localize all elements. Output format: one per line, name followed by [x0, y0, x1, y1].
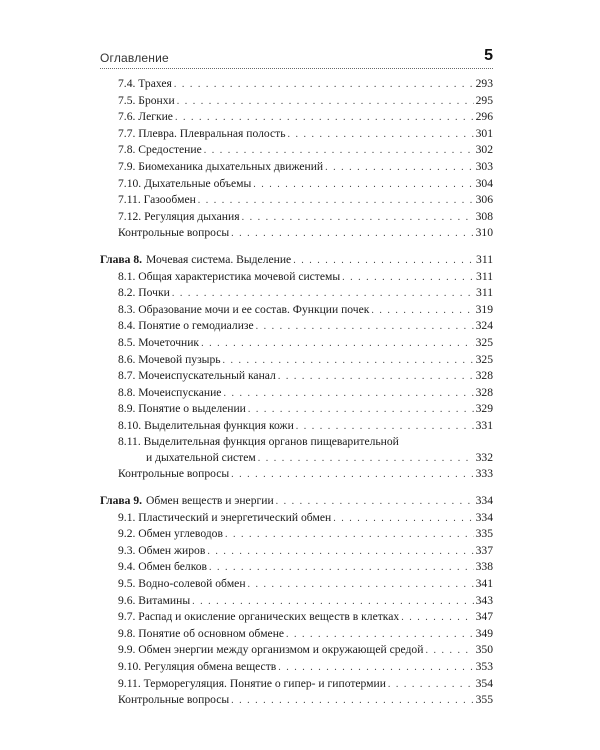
- toc-entry-label: 8.4. Понятие о гемодиализе: [118, 319, 254, 333]
- toc-entry-label: 7.4. Трахея: [118, 77, 172, 90]
- toc-entry-page: 302: [475, 143, 493, 157]
- toc-entry[interactable]: [100, 209, 493, 226]
- toc-entry-page: 310: [475, 226, 493, 240]
- toc-entry-label: 8.3. Образование мочи и ее состав. Функции почек: [118, 302, 370, 316]
- toc-entry-label: 7.12. Регуляция дыхания: [118, 209, 240, 223]
- toc-entry[interactable]: [100, 418, 493, 435]
- toc-entry[interactable]: [100, 676, 493, 693]
- toc-entry-label: 7.9. Биомеханика дыхательных движений: [118, 159, 324, 173]
- toc-entry-label: Контрольные вопросы: [118, 467, 230, 481]
- chapter-number: Глава 9.: [100, 494, 143, 508]
- toc-entry-page: 334: [475, 510, 493, 524]
- toc-entry-label: 9.9. Обмен энергии между организмом и окружающей средой: [118, 643, 424, 657]
- toc-entry-page: 347: [475, 610, 493, 624]
- dot-leader: [342, 270, 474, 287]
- dot-leader: [207, 544, 473, 561]
- toc-entry[interactable]: [100, 401, 493, 418]
- toc-entry[interactable]: [100, 159, 493, 176]
- toc-entry[interactable]: [100, 526, 493, 543]
- toc-entry-page: 328: [475, 369, 493, 383]
- toc-entry-page: 341: [475, 577, 493, 591]
- chapter-page: 311: [476, 252, 493, 266]
- toc-entry-page: 324: [475, 319, 493, 333]
- toc-entry-label: 7.5. Бронхи: [118, 93, 175, 107]
- toc-entry[interactable]: [100, 659, 493, 676]
- toc-entry-label: 9.2. Обмен углеводов: [118, 527, 223, 541]
- toc-entry-page: 335: [475, 527, 493, 541]
- dot-leader: [286, 627, 474, 644]
- toc-entry-page: 349: [475, 626, 493, 640]
- toc-entry-label: 8.6. Мочевой пузырь: [118, 352, 221, 366]
- toc-section-chapter-8: [100, 252, 493, 483]
- toc-entry-label: 9.4. Обмен белков: [118, 560, 208, 574]
- toc-entry[interactable]: [100, 318, 493, 335]
- toc-entry-label: 8.8. Мочеиспускание: [118, 385, 222, 399]
- toc-entry-page: 311: [476, 286, 493, 300]
- toc-entry-page: 343: [475, 593, 493, 607]
- toc-entry-label: 7.6. Легкие: [118, 110, 173, 124]
- toc-entry-label: Контрольные вопросы: [118, 226, 230, 240]
- toc-entry-label: 9.6. Витамины: [118, 593, 191, 607]
- toc-entry[interactable]: [100, 368, 493, 385]
- dot-leader: [278, 369, 474, 386]
- toc-entry[interactable]: [100, 285, 493, 302]
- toc-entry[interactable]: [100, 93, 493, 110]
- header-divider: [100, 68, 493, 69]
- toc-entry-page: 325: [475, 335, 493, 349]
- dot-leader: [201, 336, 474, 353]
- toc-entry-page: 354: [475, 676, 493, 690]
- toc-entry-page: 325: [475, 352, 493, 366]
- toc-chapter-heading[interactable]: [100, 493, 493, 510]
- dot-leader: [225, 527, 474, 544]
- table-of-contents: [100, 76, 493, 709]
- toc-questions-entry[interactable]: [100, 225, 493, 242]
- dot-leader: [204, 143, 474, 160]
- dot-leader: [248, 577, 474, 594]
- toc-entry-label: Контрольные вопросы: [118, 693, 230, 707]
- dot-leader: [248, 402, 474, 419]
- toc-entry[interactable]: [100, 302, 493, 319]
- dot-leader: [333, 511, 473, 528]
- dot-leader: [231, 467, 473, 484]
- dot-leader: [296, 419, 474, 436]
- toc-entry[interactable]: [100, 642, 493, 659]
- toc-entry[interactable]: [100, 385, 493, 402]
- dot-leader: [177, 94, 474, 111]
- toc-entry-label: 9.8. Понятие об основном обмене: [118, 626, 285, 640]
- toc-entry-label: 9.5. Водно-солевой обмен: [118, 577, 246, 591]
- toc-entry[interactable]: [100, 543, 493, 560]
- dot-leader: [288, 127, 474, 144]
- toc-entry-page: 304: [475, 176, 493, 190]
- toc-entry[interactable]: [100, 76, 493, 93]
- toc-entry-page: 350: [475, 643, 493, 657]
- toc-entry[interactable]: [100, 593, 493, 610]
- toc-entry-label: 9.11. Терморегуляция. Понятие о гипер- и гипотермии: [118, 676, 386, 690]
- dot-leader: [242, 210, 474, 227]
- dot-leader: [256, 319, 474, 336]
- toc-entry-label: 8.1. Общая характеристика мочевой системы: [118, 269, 341, 283]
- dot-leader: [258, 451, 474, 467]
- toc-entry-label: 9.10. Регуляция обмена веществ: [118, 660, 277, 673]
- dot-leader: [425, 643, 473, 660]
- toc-entry[interactable]: [100, 335, 493, 352]
- toc-entry-page: 319: [475, 302, 493, 316]
- toc-entry-page: 308: [475, 209, 493, 223]
- dot-leader: [253, 177, 473, 194]
- toc-questions-entry[interactable]: [100, 692, 493, 709]
- chapter-page: 334: [475, 494, 493, 508]
- toc-entry[interactable]: [100, 269, 493, 286]
- toc-entry-label-line1: 8.11. Выделительная функция органов пищеварительной: [118, 435, 399, 449]
- toc-entry[interactable]: [100, 576, 493, 593]
- dot-leader: [172, 286, 474, 303]
- toc-entry-page: 355: [475, 693, 493, 707]
- toc-entry[interactable]: [100, 609, 493, 626]
- toc-entry-label: 9.1. Пластический и энергетический обмен: [118, 510, 332, 524]
- toc-entry-label: 8.9. Понятие о выделении: [118, 402, 246, 416]
- toc-questions-entry[interactable]: [100, 466, 493, 483]
- toc-entry-page: 303: [475, 159, 493, 173]
- toc-entry-page: 295: [475, 93, 493, 107]
- toc-entry-page: 331: [475, 418, 493, 432]
- dot-leader: [276, 494, 474, 511]
- toc-entry-label: 8.2. Почки: [118, 286, 170, 300]
- toc-entry-page: 311: [476, 269, 493, 283]
- toc-entry-multiline[interactable]: [100, 434, 493, 466]
- toc-chapter-heading[interactable]: [100, 252, 493, 269]
- toc-entry-label: 7.8. Средостение: [118, 143, 202, 157]
- dot-leader: [293, 253, 474, 270]
- chapter-title: Обмен веществ и энергии: [146, 494, 274, 508]
- toc-entry-label: 7.11. Газообмен: [118, 193, 196, 207]
- dot-leader: [231, 693, 473, 710]
- dot-leader: [325, 160, 474, 177]
- chapter-title: Мочевая система. Выделение: [146, 252, 292, 266]
- toc-entry-page: 306: [475, 193, 493, 207]
- toc-entry[interactable]: [100, 352, 493, 369]
- toc-entry[interactable]: [100, 109, 493, 126]
- toc-entry-page: 337: [475, 543, 493, 557]
- toc-section-chapter-9: [100, 493, 493, 709]
- toc-entry-label-line2: и дыхательной систем: [146, 451, 256, 465]
- toc-entry[interactable]: [100, 126, 493, 143]
- page-number: 5: [484, 47, 493, 64]
- dot-leader: [198, 193, 474, 210]
- dot-leader: [223, 353, 474, 370]
- dot-leader: [192, 594, 473, 611]
- dot-leader: [371, 303, 473, 320]
- toc-entry-page: 332: [475, 451, 493, 465]
- toc-entry[interactable]: [100, 176, 493, 193]
- dot-leader: [278, 660, 473, 677]
- dot-leader: [175, 110, 474, 127]
- dot-leader: [231, 226, 473, 243]
- dot-leader: [388, 677, 474, 694]
- toc-entry[interactable]: [100, 142, 493, 159]
- dot-leader: [223, 386, 473, 403]
- toc-entry-page: 333: [475, 467, 493, 481]
- toc-section-chapter-7-continued: [100, 76, 493, 242]
- toc-entry-page: 329: [475, 402, 493, 416]
- toc-entry[interactable]: [100, 192, 493, 209]
- toc-entry-page: 338: [475, 560, 493, 574]
- chapter-number: Глава 8.: [100, 252, 143, 266]
- toc-entry-page: 328: [475, 385, 493, 399]
- running-header: [100, 49, 493, 69]
- toc-entry-label: 7.7. Плевра. Плевральная полость: [118, 126, 286, 140]
- toc-entry[interactable]: [100, 510, 493, 527]
- toc-entry[interactable]: [100, 626, 493, 643]
- header-title: Оглавление: [100, 51, 169, 65]
- toc-entry-label: 7.10. Дыхательные объемы: [118, 176, 252, 190]
- toc-entry[interactable]: [100, 559, 493, 576]
- toc-entry-label: 9.7. Распад и окисление органических веществ в клетках: [118, 610, 400, 624]
- dot-leader: [401, 610, 473, 627]
- toc-entry-page: 301: [475, 126, 493, 140]
- toc-entry-page: 353: [475, 660, 493, 673]
- dot-leader: [209, 560, 474, 577]
- dot-leader: [174, 77, 474, 94]
- toc-entry-label: 8.7. Мочеиспускательный канал: [118, 369, 276, 383]
- toc-entry-label: 9.3. Обмен жиров: [118, 543, 206, 557]
- toc-entry-label: 8.10. Выделительная функция кожи: [118, 418, 294, 432]
- toc-entry-page: 293: [475, 77, 493, 90]
- toc-entry-page: 296: [475, 110, 493, 124]
- toc-entry-label: 8.5. Мочеточник: [118, 335, 200, 349]
